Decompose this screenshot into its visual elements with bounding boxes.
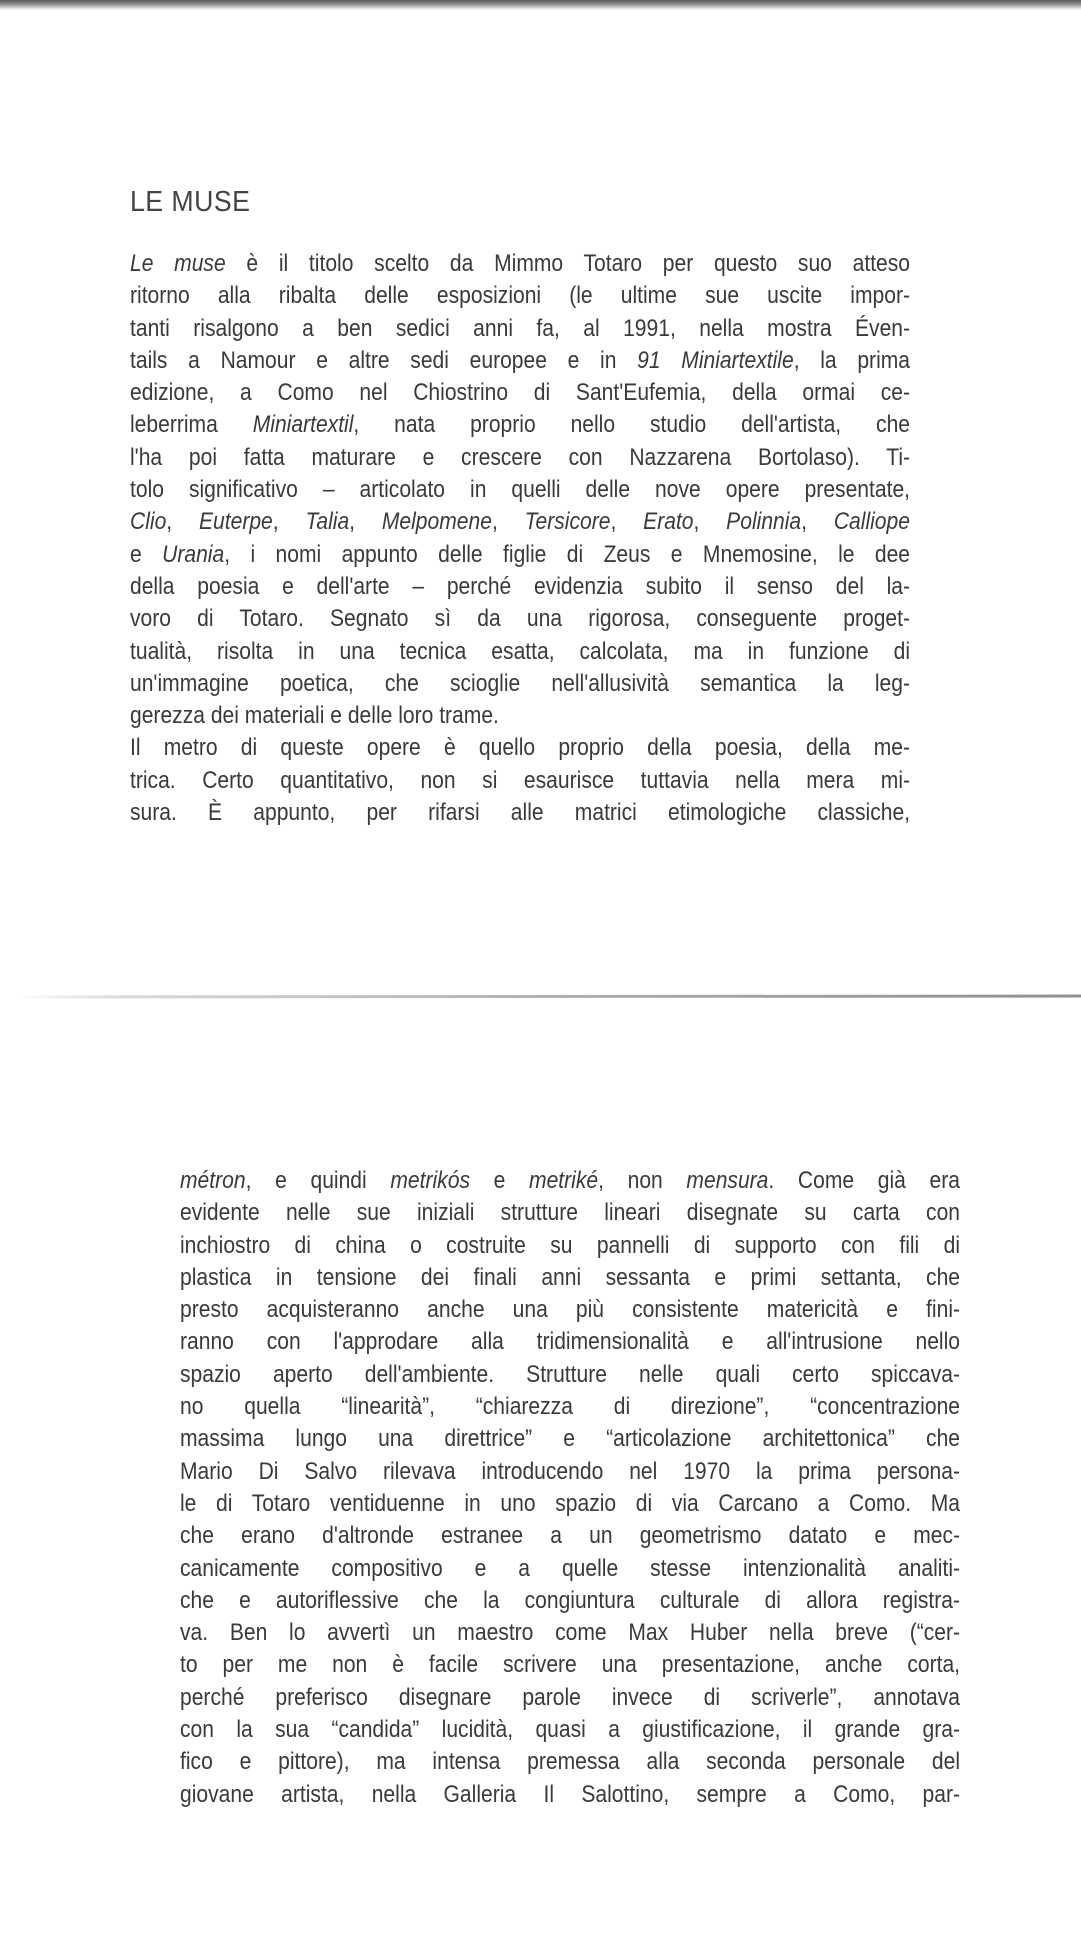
text-span: tails a Namour e altre sedi europee e in — [130, 346, 638, 374]
text-span: fico e pittore), ma intensa premessa alla seconda personale del — [180, 1748, 961, 1776]
text-span: spazio aperto dell'ambiente. Strutture nelle quali certo spiccava- — [180, 1360, 961, 1388]
text-span: canicamente compositivo e a quelle stesse intenzionalità analiti- — [180, 1554, 961, 1582]
text-span: tanti risalgono a ben sedici anni fa, al 1991, nella mostra Éven- — [130, 314, 911, 342]
text-span: inchiostro di china o costruite su pannelli di supporto con fili di — [180, 1231, 961, 1259]
text-span: tolo significativo – articolato in quelli delle nove opere presentate, — [130, 476, 911, 504]
text-span: e — [469, 1167, 530, 1194]
text-line — [180, 1779, 960, 1811]
text-span: sura. È appunto, per rifarsi alle matrici etimologiche classiche, — [130, 799, 911, 827]
text-span: tualità, risolta in una tecnica esatta, calcolata, ma in funzione di — [130, 637, 911, 665]
text-line — [130, 442, 910, 474]
text-span: giovane artista, nella Galleria Il Salottino, sempre a Como, par- — [180, 1780, 961, 1808]
text-line — [130, 571, 910, 603]
page-title: LE MUSE — [130, 186, 251, 218]
text-line — [130, 313, 910, 345]
italic-text: Tersicore — [524, 508, 611, 536]
italic-text: Erato — [643, 508, 694, 536]
text-span: , — [349, 508, 382, 536]
text-span: Il metro di queste opere è quello proprio della poesia, della me- — [130, 734, 911, 762]
text-line — [180, 1649, 960, 1681]
italic-text: mensura — [686, 1167, 769, 1194]
text-line — [180, 1456, 960, 1488]
text-span: , — [491, 508, 525, 536]
text-span: della poesia e dell'arte – perché evidenzia subito il senso del la- — [130, 572, 911, 600]
text-line — [180, 1682, 960, 1714]
text-span: , — [166, 508, 199, 536]
text-span: to per me non è facile scrivere una presentazione, anche corta, — [180, 1651, 961, 1679]
text-line — [180, 1326, 960, 1358]
italic-text: Euterpe — [198, 508, 273, 536]
text-span: le di Totaro ventiduenne in uno spazio di via Carcano a Como. Ma — [180, 1489, 961, 1517]
text-span: che e autoriflessive che la congiuntura culturale di allora registra- — [180, 1586, 961, 1614]
text-span: , i nomi appunto delle figlie di Zeus e Mnemosine, le dee — [224, 540, 911, 568]
text-line — [180, 1391, 960, 1423]
text-span: l'ha poi fatta maturare e crescere con Nazzarena Bortolaso). Ti- — [130, 443, 911, 471]
page-top-edge-shadow — [0, 0, 1081, 10]
text-line — [130, 539, 910, 571]
text-span: , — [801, 508, 834, 536]
text-line — [130, 668, 910, 700]
text-line — [180, 1262, 960, 1294]
text-span: , e quindi — [245, 1167, 391, 1194]
text-span: trica. Certo quantitativo, non si esaurisce tuttavia nella mera mi- — [130, 766, 911, 794]
text-block-lower — [180, 1165, 960, 1811]
italic-text: Le muse — [130, 250, 226, 277]
text-line — [180, 1746, 960, 1778]
text-span: con la sua “candida” lucidità, quasi a giustificazione, il grande gra- — [180, 1716, 961, 1744]
text-span: evidente nelle sue iniziali strutture lineari disegnate su carta con — [180, 1199, 961, 1227]
text-span: , — [272, 508, 306, 536]
text-line — [180, 1423, 960, 1455]
text-line — [130, 700, 910, 732]
text-line — [180, 1230, 960, 1262]
text-line — [180, 1165, 960, 1197]
text-span: ranno con l'approdare alla tridimensionalità e all'intrusione nello — [180, 1328, 961, 1356]
text-span: gerezza dei materiali e delle loro trame. — [130, 702, 499, 730]
text-span: , nata proprio nello studio dell'artista, che — [353, 411, 911, 439]
italic-text: Talia — [305, 508, 350, 536]
text-line — [180, 1294, 960, 1326]
text-span: no quella “linearità”, “chiarezza di direzione”, “concentrazione — [180, 1393, 961, 1421]
text-span: ritorno alla ribalta delle esposizioni (le ultime sue uscite impor- — [130, 282, 911, 310]
text-line — [180, 1617, 960, 1649]
text-span: perché preferisco disegnare parole invece di scriverle”, annotava — [180, 1683, 961, 1711]
italic-text: métron — [180, 1167, 246, 1194]
text-line — [130, 636, 910, 668]
text-span: e — [130, 540, 163, 568]
text-span: plastica in tensione dei finali anni sessanta e primi settanta, che — [180, 1263, 961, 1291]
text-line — [180, 1359, 960, 1391]
italic-text: metriké — [529, 1167, 599, 1194]
text-line — [130, 345, 910, 377]
italic-text: metrikós — [390, 1167, 470, 1194]
italic-text: Calliope — [833, 508, 910, 536]
text-span: è il titolo scelto da Mimmo Totaro per questo suo atteso — [225, 250, 911, 277]
text-span: , — [693, 508, 727, 536]
text-line — [130, 377, 910, 409]
text-line — [130, 506, 910, 538]
text-line — [180, 1585, 960, 1617]
page-divider — [15, 995, 1081, 999]
italic-text: 91 Miniartextile — [637, 346, 794, 374]
text-line — [180, 1488, 960, 1520]
italic-text: Miniartextil — [252, 411, 354, 439]
text-line — [130, 732, 910, 764]
text-span: un'immagine poetica, che scioglie nell'allusività semantica la leg- — [130, 669, 911, 697]
text-span: Mario Di Salvo rilevava introducendo nel 1970 la prima persona- — [180, 1457, 961, 1485]
text-span: massima lungo una direttrice” e “articolazione architettonica” che — [180, 1425, 961, 1453]
text-line — [180, 1197, 960, 1229]
text-span: . Come già era — [768, 1167, 961, 1194]
text-line — [180, 1714, 960, 1746]
text-line — [180, 1520, 960, 1552]
text-line — [130, 765, 910, 797]
text-line — [130, 280, 910, 312]
text-span: , non — [598, 1167, 687, 1194]
text-span: voro di Totaro. Segnato sì da una rigorosa, conseguente proget- — [130, 605, 911, 633]
italic-text: Melpomene — [381, 508, 492, 536]
italic-text: Urania — [162, 540, 225, 568]
text-line — [130, 409, 910, 441]
text-span: presto acquisteranno anche una più consistente matericità e fini- — [180, 1296, 961, 1324]
text-line — [130, 248, 910, 280]
text-span: che erano d'altronde estranee a un geometrismo datato e mec- — [180, 1522, 961, 1550]
italic-text: Clio — [130, 508, 167, 536]
italic-text: Polinnia — [726, 508, 802, 536]
text-span: va. Ben lo avvertì un maestro come Max Huber nella breve (“cer- — [180, 1619, 961, 1647]
text-span: , la prima — [793, 346, 911, 374]
text-line — [130, 797, 910, 829]
text-line — [130, 603, 910, 635]
text-block-upper — [130, 248, 910, 829]
text-span: edizione, a Como nel Chiostrino di Sant'Eufemia, della ormai ce- — [130, 379, 911, 407]
text-line — [180, 1553, 960, 1585]
text-line — [130, 474, 910, 506]
text-span: leberrima — [130, 411, 253, 439]
text-span: , — [610, 508, 644, 536]
